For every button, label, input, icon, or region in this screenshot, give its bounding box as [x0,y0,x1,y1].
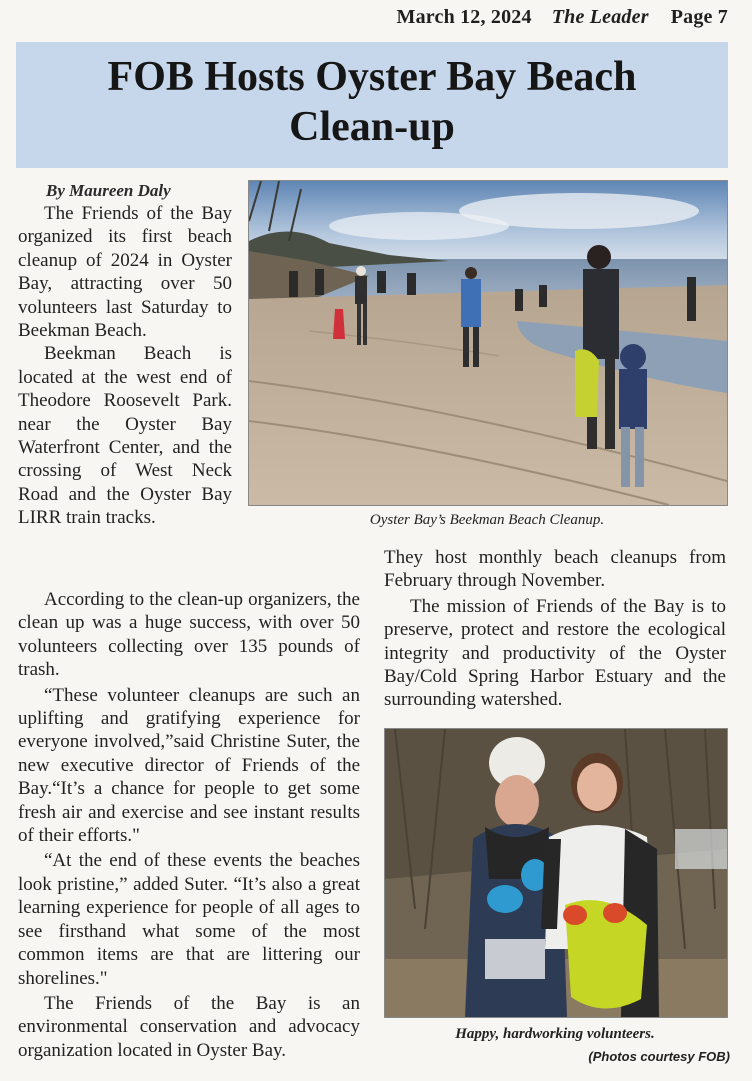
beach-scene-image [249,181,727,505]
article-paragraph: The mission of Friends of the Bay is to preserve, protect and restore the ecological integrity and productivity of the Oyster Bay/Cold Spring Harbor Estuary and the surrounding watershed. [384,595,726,711]
headline-line-2: Clean-up [289,104,455,150]
volunteers-photo-caption: Happy, hardworking volunteers. [455,1026,655,1042]
photo-credit: (Photos courtesy FOB) [588,1049,730,1064]
headline-line-1: FOB Hosts Oyster Bay Beach [107,54,637,100]
article-paragraph: They host monthly beach cleanups from February through November. [384,547,726,592]
article-column-left-top [18,180,232,530]
article-paragraph: Beekman Beach is located at the west end of Theodore Roosevelt Park. near the Oyster Bay Waterfront Center, and the crossing of West Neck Road and the Oyster Bay LIRR train tracks. [18,343,232,529]
article-paragraph: According to the clean-up organizers, the clean up was a huge success, with over 50 volunteers collecting over 135 pounds of trash. [18,589,360,681]
article-paragraph: “These volunteer cleanups are such an uplifting and gratifying experience for everyone involved,”said Christine Suter, the new executive director of Friends of the Bay.“It’s a chance for people to get some fresh air and exercise and see instant results of their efforts." [18,684,360,847]
article-paragraph: “At the end of these events the beaches look pristine,” added Suter. “It’s also a great learning experience for people of all ages to see firsthand what some of the most common items are that are littering our shorelines." [18,850,360,989]
beach-cleanup-photo [248,180,728,506]
beach-photo-caption: Oyster Bay’s Beekman Beach Cleanup. [369,512,605,528]
headline [16,42,728,168]
article-column-left-bottom [18,588,360,1062]
publication-name: The Leader [551,6,649,28]
article-paragraph: The Friends of the Bay is an environmental conservation and advocacy organization located in Oyster Bay. [18,992,360,1061]
page-number: Page 7 [670,6,728,28]
article-paragraph: The Friends of the Bay organized its first beach cleanup of 2024 in Oyster Bay, attracting over 50 volunteers last Saturday to Beekman Beach. [18,203,232,342]
volunteers-image [385,729,727,1017]
byline: By Maureen Daly [46,181,171,200]
article-column-right [384,546,726,712]
volunteers-photo [384,728,728,1018]
issue-date: March 12, 2024 [396,6,532,28]
masthead [0,6,728,29]
